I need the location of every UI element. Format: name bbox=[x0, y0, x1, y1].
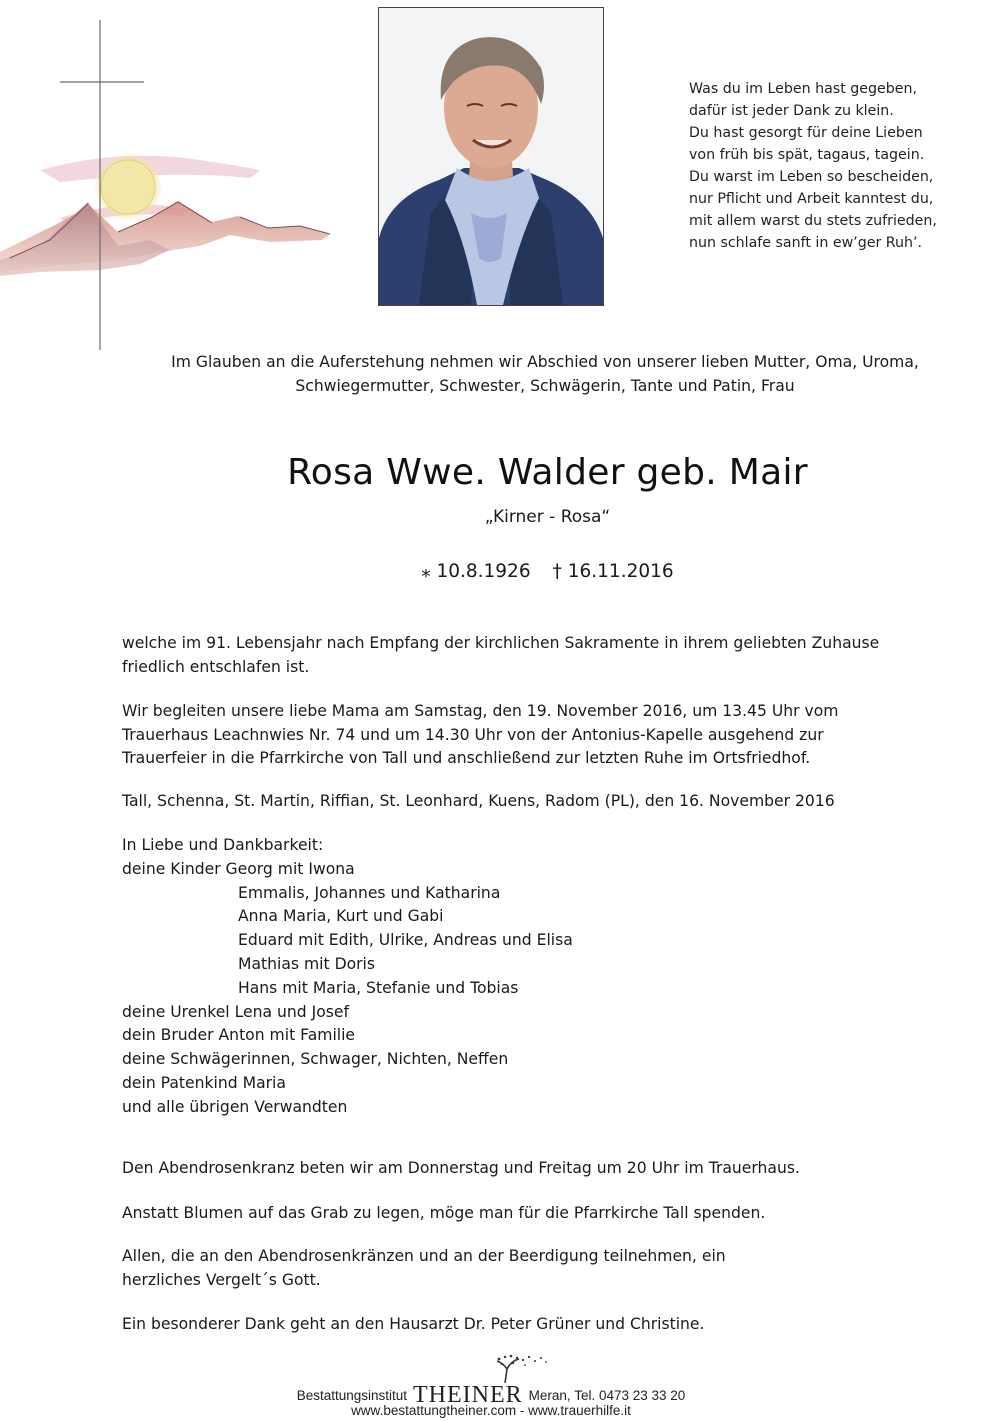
place-date: Tall, Schenna, St. Martin, Riffian, St. Leonhard, Kuens, Radom (PL), den 16. November 2016 bbox=[122, 792, 835, 810]
death-date: † 16.11.2016 bbox=[552, 561, 674, 582]
passing-line: welche im 91. Lebensjahr nach Empfang der kirchlichen Sakramente in ihrem geliebten Zuhause bbox=[122, 634, 880, 652]
poem-line: von früh bis spät, tagaus, tagein. bbox=[689, 147, 925, 163]
birth-date: ⁎ 10.8.1926 bbox=[421, 561, 531, 582]
family-line: und alle übrigen Verwandten bbox=[122, 1097, 348, 1116]
family-line: deine Kinder Georg mit Iwona bbox=[122, 859, 355, 878]
life-dates bbox=[100, 561, 982, 582]
family-line: dein Patenkind Maria bbox=[122, 1073, 286, 1092]
poem-line: Was du im Leben hast gegeben, bbox=[689, 81, 917, 97]
passing-paragraph bbox=[122, 632, 942, 679]
funeral-paragraph bbox=[122, 700, 942, 771]
family-list bbox=[122, 834, 942, 1120]
family-line: deine Urenkel Lena und Josef bbox=[122, 1002, 349, 1021]
intro-line: Im Glauben an die Auferstehung nehmen wir Abschied von unserer lieben Mutter, Oma, Uroma, bbox=[171, 353, 919, 371]
family-line: Eduard mit Edith, Ulrike, Andreas und Elisa bbox=[238, 931, 573, 950]
family-line: Hans mit Maria, Stefanie und Tobias bbox=[238, 978, 519, 997]
sun-core bbox=[101, 160, 155, 214]
family-heading: In Liebe und Dankbarkeit: bbox=[122, 836, 324, 854]
poem-line: dafür ist jeder Dank zu klein. bbox=[689, 103, 894, 119]
family-line: Mathias mit Doris bbox=[238, 954, 375, 973]
footer-web-links[interactable]: www.bestattungtheiner.com - www.trauerhilfe.it bbox=[351, 1403, 631, 1418]
poem-line: Du warst im Leben so bescheiden, bbox=[689, 169, 934, 185]
thanks-doctor: Ein besonderer Dank geht an den Hausarzt Dr. Peter Grüner und Christine. bbox=[122, 1315, 705, 1333]
tree-logo-icon bbox=[489, 1353, 551, 1383]
footer-brand: THEINER bbox=[413, 1382, 523, 1408]
thanks-all bbox=[122, 1245, 942, 1292]
intro-line: Schwiegermutter, Schwester, Schwägerin, Tante und Patin, Frau bbox=[295, 377, 795, 395]
poem-line: Du hast gesorgt für deine Lieben bbox=[689, 125, 923, 141]
funeral-line: Wir begleiten unsere liebe Mama am Samstag, den 19. November 2016, um 13.45 Uhr vom bbox=[122, 702, 839, 720]
passing-line: friedlich entschlafen ist. bbox=[122, 657, 310, 676]
portrait-photo bbox=[378, 7, 604, 306]
deceased-nickname: „Kirner - Rosa“ bbox=[484, 507, 611, 527]
intro-text bbox=[120, 350, 970, 398]
poem bbox=[689, 78, 969, 254]
thanks-line: herzliches Vergelt´s Gott. bbox=[122, 1270, 321, 1289]
poem-line: mit allem warst du stets zufrieden, bbox=[689, 213, 937, 229]
portrait-image bbox=[379, 8, 603, 305]
family-line: Anna Maria, Kurt und Gabi bbox=[238, 907, 444, 926]
poem-line: nur Pflicht und Arbeit kanntest du, bbox=[689, 191, 934, 207]
poem-line: nun schlafe sanft in ew’ger Ruh’. bbox=[689, 235, 923, 251]
rosary-note: Den Abendrosenkranz beten wir am Donnerstag und Freitag um 20 Uhr im Trauerhaus. bbox=[122, 1159, 800, 1177]
family-line: deine Schwägerinnen, Schwager, Nichten, Neffen bbox=[122, 1050, 509, 1069]
family-line: Emmalis, Johannes und Katharina bbox=[238, 883, 501, 902]
footer-prefix: Bestattungsinstitut bbox=[296, 1388, 408, 1403]
deceased-name: Rosa Wwe. Walder geb. Mair bbox=[287, 452, 808, 493]
funeral-line: Trauerhaus Leachnwies Nr. 74 und um 14.30 Uhr von der Antonius-Kapelle ausgehend zur bbox=[122, 725, 824, 744]
funeral-line: Trauerfeier in die Pfarrkirche von Tall und anschließend zur letzten Ruhe im Ortsfriedhof. bbox=[122, 749, 811, 767]
thanks-line: Allen, die an den Abendrosenkränzen und an der Beerdigung teilnehmen, ein bbox=[122, 1247, 726, 1265]
family-line: dein Bruder Anton mit Familie bbox=[122, 1026, 356, 1045]
cross-sunset-drawing bbox=[0, 20, 340, 355]
flowers-note: Anstatt Blumen auf das Grab zu legen, möge man für die Pfarrkirche Tall spenden. bbox=[122, 1204, 766, 1222]
footer-contact: Meran, Tel. 0473 23 33 20 bbox=[528, 1388, 686, 1403]
